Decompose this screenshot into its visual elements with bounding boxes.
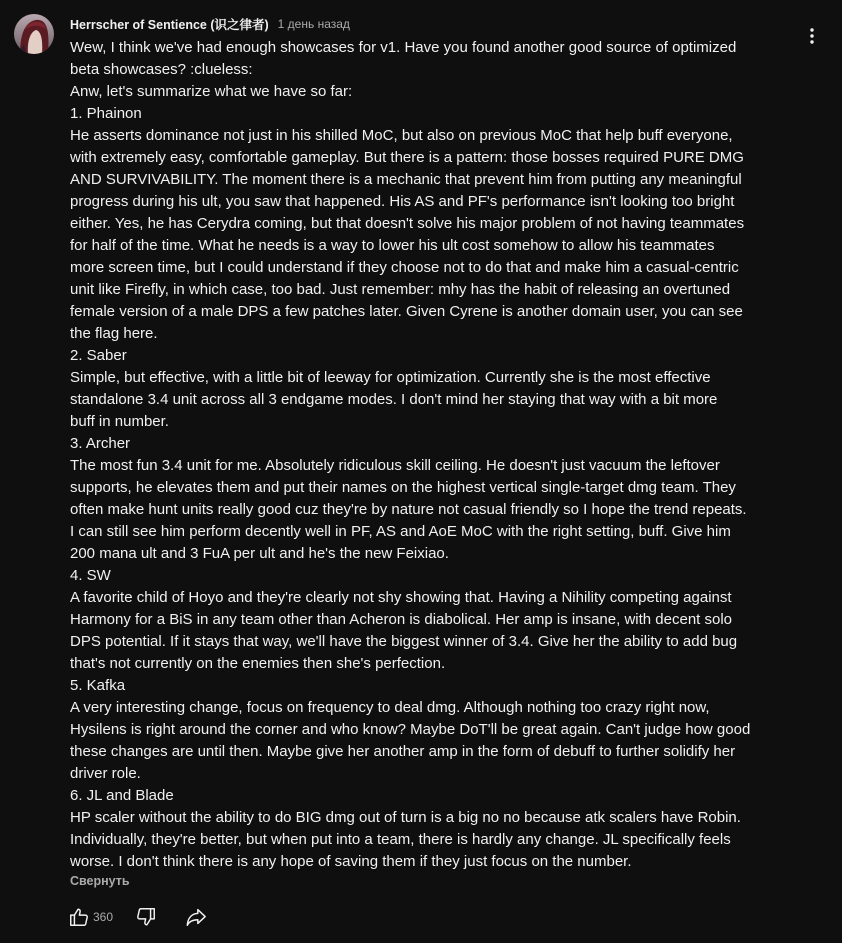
comment-line: female version of a male DPS a few patches later. Given Cyrene is another domain user, you can see [70,303,743,320]
share-reply-icon [184,906,208,928]
comment-line: A favorite child of Hoyo and they're clearly not shy showing that. Having a Nihility competing against [70,589,732,606]
comment-line: driver role. [70,765,141,782]
more-vert-icon [804,27,820,45]
comment-line: often make hunt units really good cuz they're by nature not casual friendly so I hope the trend repeats. [70,501,747,518]
comment-line: A very interesting change, focus on frequency to deal dmg. Although nothing too crazy right now, [70,699,710,716]
comment-line: for half of the time. What he needs is a way to lower his ult cost somehow to allow his teammates [70,237,715,254]
thumb-up-icon [68,906,90,928]
collapse-button[interactable]: Свернуть [70,874,130,888]
comment-line: beta showcases? :clueless: [70,61,253,78]
comment-line: buff in number. [70,413,169,430]
comment-line: 200 mana ult and 3 FuA per ult and he's the new Feixiao. [70,545,449,562]
comment-line: AND SURVIVABILITY. The moment there is a mechanic that prevent him from putting any meaningful [70,171,742,188]
comment-line: 5. Kafka [70,677,126,694]
comment-line: either. Yes, he has Cerydra coming, but that doesn't solve his major problem of not having teammates [70,215,745,232]
comment-timestamp[interactable]: 1 день назад [277,17,350,31]
comment-line: Individually, they're better, but when put into a team, there is hardly any change. JL specifically feels [70,831,731,848]
comment-line: 2. Saber [70,347,127,364]
like-count: 360 [93,910,114,924]
like-button[interactable] [66,904,92,930]
comment-line: HP scaler without the ability to do BIG dmg out of turn is a big no no because atk scalers have Robin. [70,809,741,826]
comment-line: more screen time, but I could understand if they choose not to do that and make him a casual-centric [70,259,739,276]
comment-line: supports, he elevates them and put their names on the highest vertical single-target dmg team. They [70,479,736,496]
comment-line: with extremely easy, comfortable gameplay. But there is a pattern: those bosses required PURE DMG [70,149,744,166]
author-name[interactable]: Herrscher of Sentience (识之律者) [70,18,269,32]
comment-line: Simple, but effective, with a little bit of leeway for optimization. Currently she is the most effective [70,369,711,386]
comment-line: 6. JL and Blade [70,787,174,804]
thumb-down-icon [135,906,157,928]
comment-actions [66,904,209,930]
comment-header [70,15,350,33]
comment-line: unit like Firefly, in which case, too bad. Just remember: mhy has the habit of releasing an overtuned [70,281,731,298]
comment-line: Wew, I think we've had enough showcases for v1. Have you found another good source of optimized [70,39,737,56]
comment-line: DPS potential. If it stays that way, we'll have the biggest winner of 3.4. Give her the ability to add bug [70,633,738,650]
reply-button[interactable] [183,904,209,930]
comment-line: The most fun 3.4 unit for me. Absolutely ridiculous skill ceiling. He doesn't just vacuum the leftover [70,457,720,474]
comment-line: that's not currently on the enemies then she's perfection. [70,655,446,672]
comment-line: Hysilens is right around the corner and who know? Maybe DoT'll be great again. Can't judge how good [70,721,751,738]
comment-line: the flag here. [70,325,158,342]
comment-line: Harmony for a BiS in any team other than Acheron is diabolical. Her amp is insane, with decent solo [70,611,733,628]
comment-line: these changes are until then. Maybe give her another amp in the form of debuff to further solidify her [70,743,736,760]
comment-line: worse. I don't think there is any hope of saving them if they just focus on the number. [70,853,632,870]
comment-line: 3. Archer [70,435,131,452]
comment-line: 1. Phainon [70,105,142,122]
comment-line: Anw, let's summarize what we have so far: [70,83,353,100]
comment-line: 4. SW [70,567,111,584]
comment-line: standalone 3.4 unit across all 3 endgame modes. I don't mind her staying that way with a bit more [70,391,718,408]
comment-line: progress during his ult, you saw that happened. His AS and PF's performance isn't looking too bright [70,193,735,210]
comment-text [70,37,800,873]
avatar[interactable] [14,14,54,54]
dislike-button[interactable] [133,904,159,930]
comment-line: He asserts dominance not just in his shilled MoC, but also on previous MoC that help buff everyone, [70,127,733,144]
more-actions-button[interactable] [798,22,826,50]
comment-line: I can still see him perform decently well in PF, AS and AoE MoC with the right setting, buff. Give him [70,523,731,540]
